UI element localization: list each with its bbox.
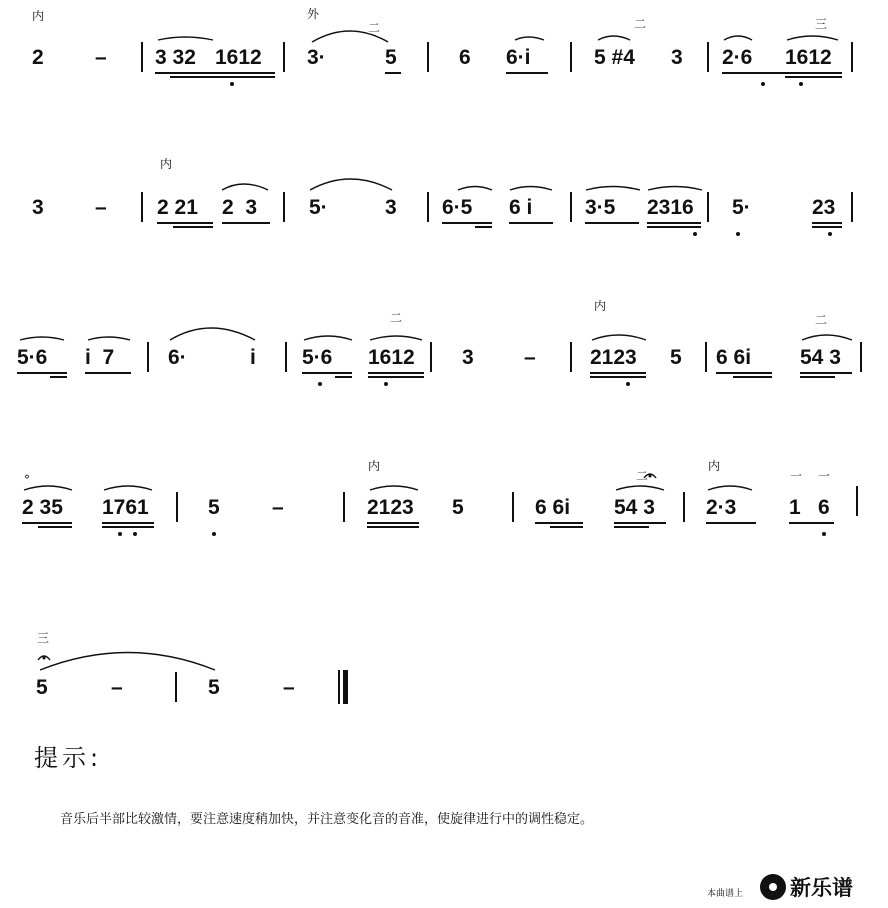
note: –	[111, 676, 123, 699]
note: 3·	[307, 46, 326, 69]
annotation: 二	[815, 313, 828, 327]
note: 3	[462, 346, 474, 369]
slur	[222, 184, 268, 190]
note: 2 21	[157, 196, 198, 219]
fermata-dot	[649, 475, 652, 478]
note: 54 3	[614, 496, 655, 519]
note: 2 35	[22, 496, 63, 519]
note: 6	[818, 496, 830, 519]
slur	[370, 486, 418, 490]
note: 6 i	[509, 196, 533, 219]
annotation: 内	[160, 157, 173, 171]
annotation: °	[24, 473, 30, 487]
note: 6 6i	[535, 496, 571, 519]
slur	[312, 31, 388, 42]
annotation: 内	[368, 459, 381, 473]
slur	[24, 486, 72, 490]
note: 1	[789, 496, 801, 519]
slur	[598, 36, 630, 40]
note: 54 3	[800, 346, 841, 369]
note: –	[272, 496, 284, 519]
note: 3·5	[585, 196, 616, 219]
annotation: 三	[815, 17, 828, 31]
note: 6 6i	[716, 346, 752, 369]
note: 6	[459, 46, 471, 69]
annotation: 内	[594, 299, 607, 313]
note: i 7	[85, 346, 115, 369]
slur	[787, 36, 838, 40]
note: 6·	[168, 346, 187, 369]
annotation: 一	[790, 469, 803, 483]
note: 6·5	[442, 196, 473, 219]
note: 1612	[368, 346, 415, 369]
annotation: 外	[307, 7, 320, 21]
note: 5·	[732, 196, 751, 219]
note: 2·6	[722, 46, 753, 69]
note: 5	[385, 46, 397, 69]
note: 1612	[215, 46, 262, 69]
annotation: 三	[37, 631, 50, 645]
note: 5·	[309, 196, 328, 219]
annotation: 内	[32, 9, 45, 23]
note: 23	[812, 196, 836, 219]
note: 5	[208, 496, 220, 519]
note: i	[250, 346, 256, 369]
slur	[170, 328, 255, 340]
note: 5·6	[17, 346, 48, 369]
hint-title: 提示:	[34, 744, 103, 772]
fermata-dot	[43, 657, 46, 660]
slur	[708, 486, 752, 490]
hint-text: 音乐后半部比较激情，要注意速度稍加快，并注意变化音的音准，使旋律进行中的调性稳定。	[60, 812, 594, 827]
slur	[104, 486, 152, 490]
note: –	[95, 196, 107, 219]
slur	[510, 187, 552, 191]
slur	[586, 187, 640, 191]
note: 5·6	[302, 346, 333, 369]
note: 5 #4	[594, 46, 635, 69]
annotation: 一	[818, 469, 831, 483]
note: 5	[670, 346, 682, 369]
note: 5	[208, 676, 220, 699]
slur	[370, 336, 422, 340]
note: 3	[671, 46, 683, 69]
annotation: 二	[634, 17, 647, 31]
note: 2·3	[706, 496, 737, 519]
note: 6·i	[506, 46, 531, 69]
annotation: 二	[390, 311, 403, 325]
slur	[724, 36, 752, 40]
note: 5	[452, 496, 464, 519]
logo-text: 新乐谱	[790, 876, 853, 900]
site-logo[interactable]	[760, 872, 853, 902]
slur	[158, 37, 213, 40]
slur	[616, 486, 664, 490]
footer-note: 本曲谱上	[707, 889, 744, 899]
slur	[802, 335, 852, 340]
slur	[20, 337, 64, 340]
slur	[304, 336, 352, 340]
vinyl-disc-icon	[760, 874, 786, 900]
note: 2 3	[222, 196, 258, 219]
note: 5	[36, 676, 48, 699]
annotation: 内	[708, 459, 721, 473]
note: 3	[32, 196, 44, 219]
note: 2123	[367, 496, 414, 519]
note: 1612	[785, 46, 832, 69]
annotation: 二	[636, 469, 649, 483]
note: 2	[32, 46, 44, 69]
note: 2123	[590, 346, 637, 369]
slur	[40, 653, 215, 671]
note: 1761	[102, 496, 149, 519]
note: 2316	[647, 196, 694, 219]
slur	[88, 337, 130, 340]
note: 3 32	[155, 46, 196, 69]
note: –	[95, 46, 107, 69]
annotation: 二	[368, 21, 381, 35]
slur	[515, 37, 544, 40]
note: –	[283, 676, 295, 699]
slur	[592, 335, 646, 340]
note: –	[524, 346, 536, 369]
note: 3	[385, 196, 397, 219]
slur	[458, 187, 492, 191]
slur	[648, 187, 702, 191]
slur	[310, 179, 392, 190]
